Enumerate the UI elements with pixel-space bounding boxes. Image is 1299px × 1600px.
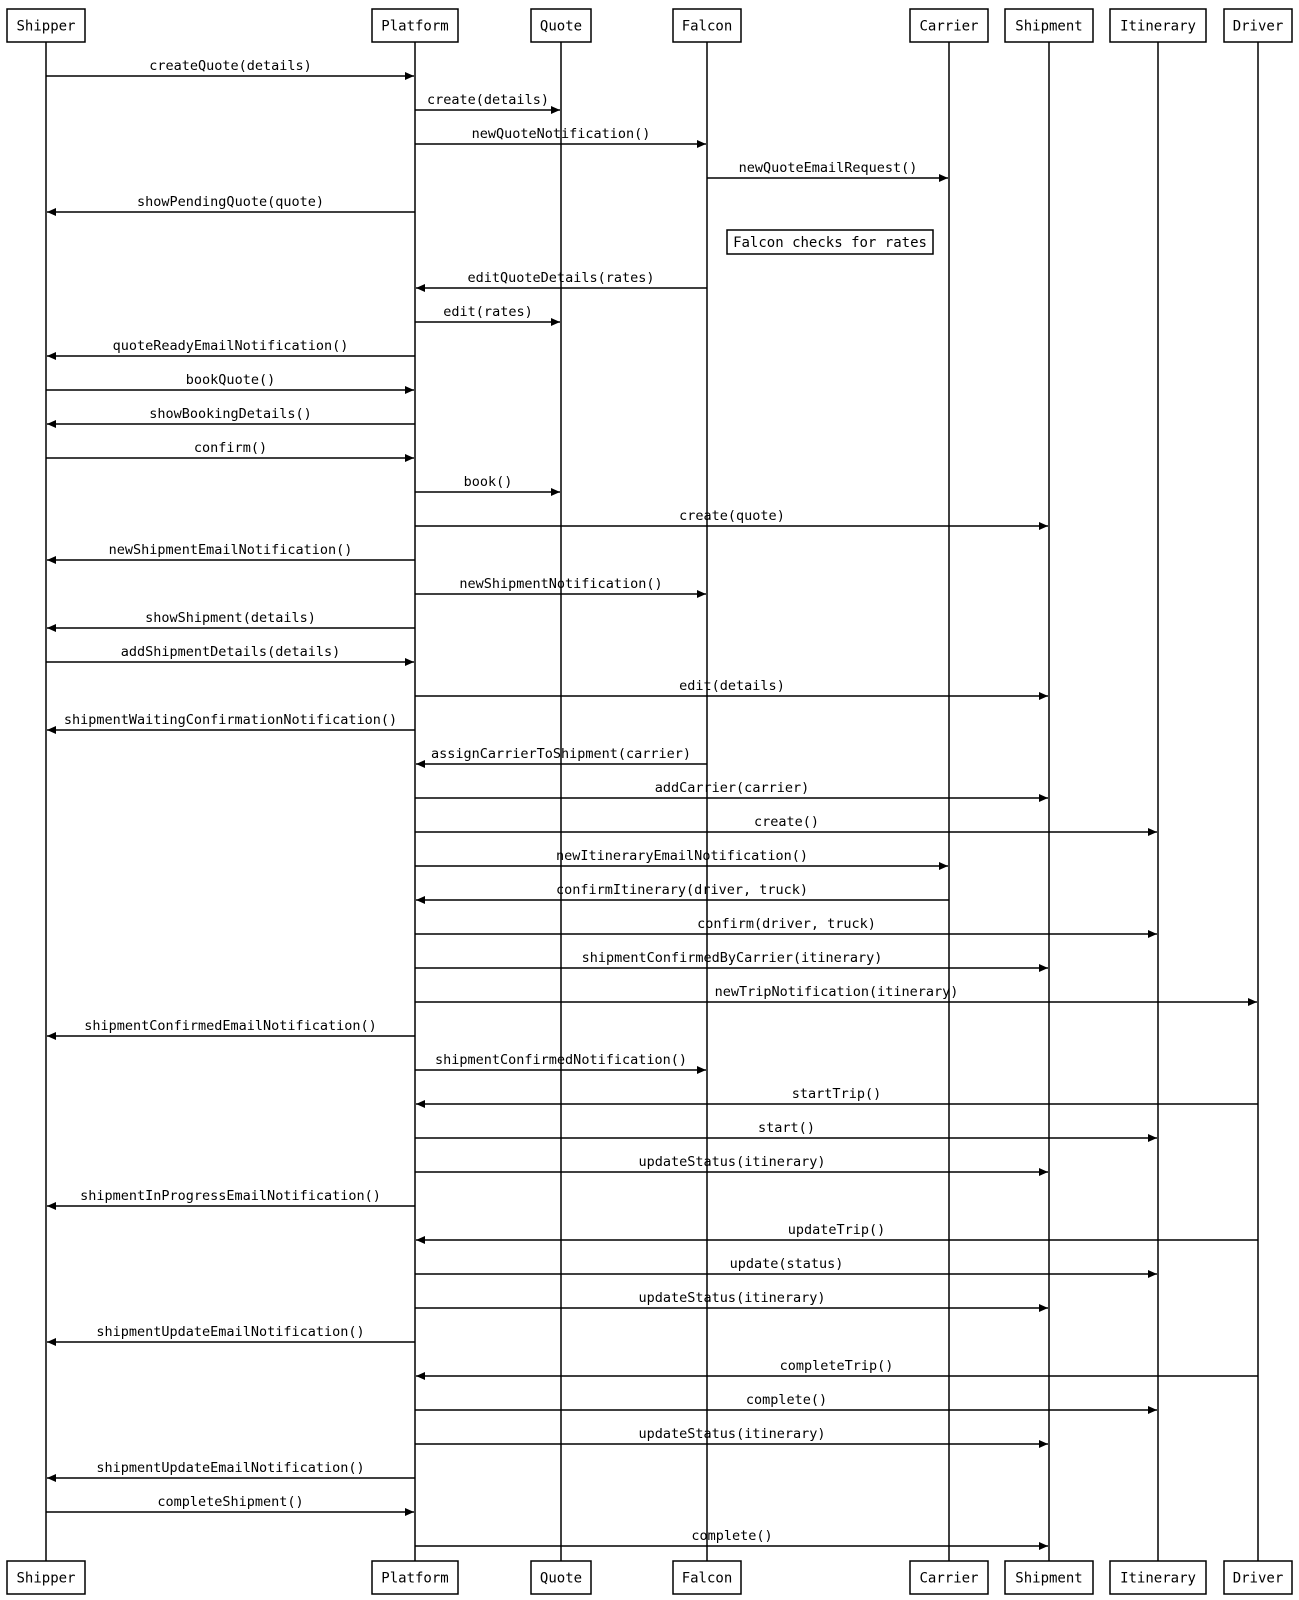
actor-label-shipper: Shipper (16, 18, 76, 35)
message-39 (415, 1392, 1157, 1410)
message-35 (415, 1256, 1157, 1274)
message-label: showBookingDetails() (149, 406, 312, 422)
message-label: newQuoteNotification() (471, 126, 651, 142)
message-label: complete() (745, 1392, 828, 1408)
note-falcon-checks (727, 230, 933, 254)
message-0 (46, 58, 414, 76)
message-40 (415, 1426, 1048, 1444)
message-label: complete() (691, 1528, 773, 1544)
message-label: edit(details) (679, 678, 785, 694)
message-33 (47, 1188, 415, 1206)
actor-box-shipper-bottom (7, 1561, 85, 1594)
actor-label-falcon: Falcon (681, 1570, 733, 1587)
actor-label-quote: Quote (539, 18, 583, 35)
message-label: shipmentWaitingConfirmationNotification() (63, 712, 398, 728)
message-label: createQuote(details) (149, 58, 312, 74)
message-17 (46, 644, 414, 662)
message-label: edit(rates) (443, 304, 533, 320)
message-25 (415, 916, 1157, 934)
message-8 (47, 338, 415, 356)
actor-label-carrier: Carrier (919, 18, 979, 35)
message-1 (415, 92, 560, 110)
message-36 (415, 1290, 1048, 1308)
message-label: startTrip() (791, 1086, 882, 1102)
message-15 (415, 576, 706, 594)
message-12 (415, 474, 560, 492)
message-label: confirm(driver, truck) (697, 916, 876, 932)
actor-box-falcon-top (673, 9, 741, 42)
message-10 (47, 406, 415, 424)
message-label: addShipmentDetails(details) (120, 644, 341, 660)
message-6 (416, 270, 707, 288)
actor-box-shipment-bottom (1005, 1561, 1093, 1594)
message-label: shipmentInProgressEmailNotification() (80, 1188, 381, 1204)
message-4 (47, 194, 415, 212)
message-3 (707, 160, 948, 178)
message-label: create() (753, 814, 820, 830)
message-42 (46, 1494, 414, 1512)
message-27 (415, 984, 1257, 1002)
message-label: completeShipment() (157, 1494, 304, 1510)
message-label: shipmentConfirmedEmailNotification() (84, 1018, 377, 1034)
message-38 (416, 1358, 1258, 1376)
message-19 (47, 712, 415, 730)
message-20 (416, 746, 707, 764)
message-label: updateStatus(itinerary) (638, 1426, 826, 1442)
message-label: addCarrier(carrier) (654, 780, 810, 796)
actor-box-carrier-top (910, 9, 988, 42)
message-label: completeTrip() (779, 1358, 894, 1374)
message-23 (415, 848, 948, 866)
message-43 (415, 1528, 1048, 1546)
message-37 (47, 1324, 415, 1342)
message-label: newQuoteEmailRequest() (738, 160, 918, 176)
message-14 (47, 542, 415, 560)
message-label: newTripNotification(itinerary) (714, 984, 959, 1000)
message-label: shipmentUpdateEmailNotification() (96, 1324, 365, 1340)
actor-label-itinerary: Itinerary (1120, 18, 1196, 35)
message-29 (415, 1052, 706, 1070)
message-label: updateTrip() (787, 1222, 886, 1238)
message-7 (415, 304, 560, 322)
message-label: confirmItinerary(driver, truck) (556, 882, 808, 898)
actor-box-shipment-top (1005, 9, 1093, 42)
actor-box-quote-top (531, 9, 591, 42)
actor-label-itinerary: Itinerary (1120, 1570, 1196, 1587)
actor-label-shipper: Shipper (16, 1570, 76, 1587)
message-label: confirm() (193, 440, 268, 456)
message-label: shipmentConfirmedNotification() (435, 1052, 687, 1068)
message-16 (47, 610, 415, 628)
actor-box-driver-top (1224, 9, 1292, 42)
message-label: create(quote) (679, 508, 785, 524)
message-label: quoteReadyEmailNotification() (112, 338, 349, 354)
actor-box-driver-bottom (1224, 1561, 1292, 1594)
message-label: newShipmentNotification() (459, 576, 663, 592)
message-13 (415, 508, 1048, 526)
actor-box-itinerary-top (1110, 9, 1206, 42)
actor-label-shipment: Shipment (1015, 18, 1083, 35)
actor-label-driver: Driver (1232, 18, 1284, 35)
message-18 (415, 678, 1048, 696)
actor-box-shipper-top (7, 9, 85, 42)
message-34 (416, 1222, 1258, 1240)
actor-box-platform-top (372, 9, 458, 42)
message-28 (47, 1018, 415, 1036)
actor-label-carrier: Carrier (919, 1570, 979, 1587)
actor-box-itinerary-bottom (1110, 1561, 1206, 1594)
message-label: bookQuote() (185, 372, 276, 388)
message-2 (415, 126, 706, 144)
actor-label-platform: Platform (381, 18, 449, 35)
message-30 (416, 1086, 1258, 1104)
message-22 (415, 814, 1157, 832)
message-label: updateStatus(itinerary) (638, 1290, 826, 1306)
actor-label-shipment: Shipment (1015, 1570, 1083, 1587)
message-label: shipmentConfirmedByCarrier(itinerary) (581, 950, 883, 966)
message-32 (415, 1154, 1048, 1172)
actor-label-falcon: Falcon (681, 18, 733, 35)
message-9 (46, 372, 414, 390)
message-label: updateStatus(itinerary) (638, 1154, 826, 1170)
message-24 (416, 882, 949, 900)
message-label: showPendingQuote(quote) (137, 194, 324, 210)
note-label: Falcon checks for rates (733, 235, 927, 251)
actor-box-platform-bottom (372, 1561, 458, 1594)
message-label: update(status) (729, 1256, 844, 1272)
message-label: create(details) (427, 92, 549, 108)
message-label: newShipmentEmailNotification() (108, 542, 353, 558)
message-label: editQuoteDetails(rates) (467, 270, 655, 286)
message-label: shipmentUpdateEmailNotification() (96, 1460, 365, 1476)
message-label: assignCarrierToShipment(carrier) (430, 746, 692, 762)
actor-label-platform: Platform (381, 1570, 449, 1587)
actor-box-carrier-bottom (910, 1561, 988, 1594)
message-11 (46, 440, 414, 458)
message-21 (415, 780, 1048, 798)
message-label: start() (758, 1120, 815, 1136)
message-label: newItineraryEmailNotification() (556, 848, 808, 864)
message-41 (47, 1460, 415, 1478)
message-label: book() (463, 474, 513, 490)
actor-label-driver: Driver (1232, 1570, 1284, 1587)
actor-box-falcon-bottom (673, 1561, 741, 1594)
actor-box-quote-bottom (531, 1561, 591, 1594)
message-label: showShipment(details) (145, 610, 316, 626)
message-31 (415, 1120, 1157, 1138)
message-26 (415, 950, 1048, 968)
actor-label-quote: Quote (539, 1570, 583, 1587)
